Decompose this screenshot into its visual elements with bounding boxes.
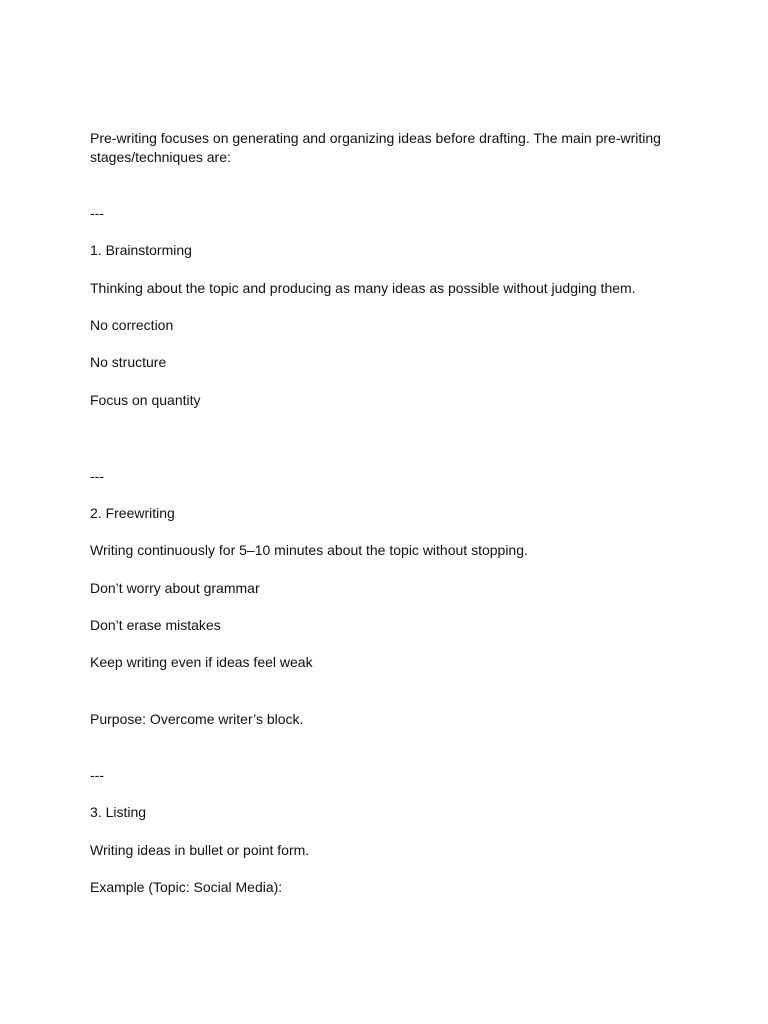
section-heading-freewriting: 2. Freewriting [90,505,175,521]
section-separator: --- [90,468,104,484]
section-purpose: Purpose: Overcome writer’s block. [90,711,304,727]
section-point: Focus on quantity [90,392,201,408]
section-separator: --- [90,205,104,221]
section-separator: --- [90,767,104,783]
section-point: Don’t erase mistakes [90,617,221,633]
section-description: Writing continuously for 5–10 minutes about the topic without stopping. [90,542,528,558]
section-heading-listing: 3. Listing [90,804,147,820]
intro-paragraph: Pre-writing focuses on generating and organizing ideas before drafting. The main pre-writing stages/techniques are: [90,130,661,165]
section-example: Example (Topic: Social Media): [90,879,283,895]
section-description: Thinking about the topic and producing as many ideas as possible without judging them. [90,280,636,296]
section-description: Writing ideas in bullet or point form. [90,842,310,858]
section-point: Keep writing even if ideas feel weak [90,654,313,670]
section-heading-brainstorming: 1. Brainstorming [90,242,192,258]
section-point: No correction [90,317,174,333]
section-point: No structure [90,354,167,370]
section-point: Don’t worry about grammar [90,580,260,596]
